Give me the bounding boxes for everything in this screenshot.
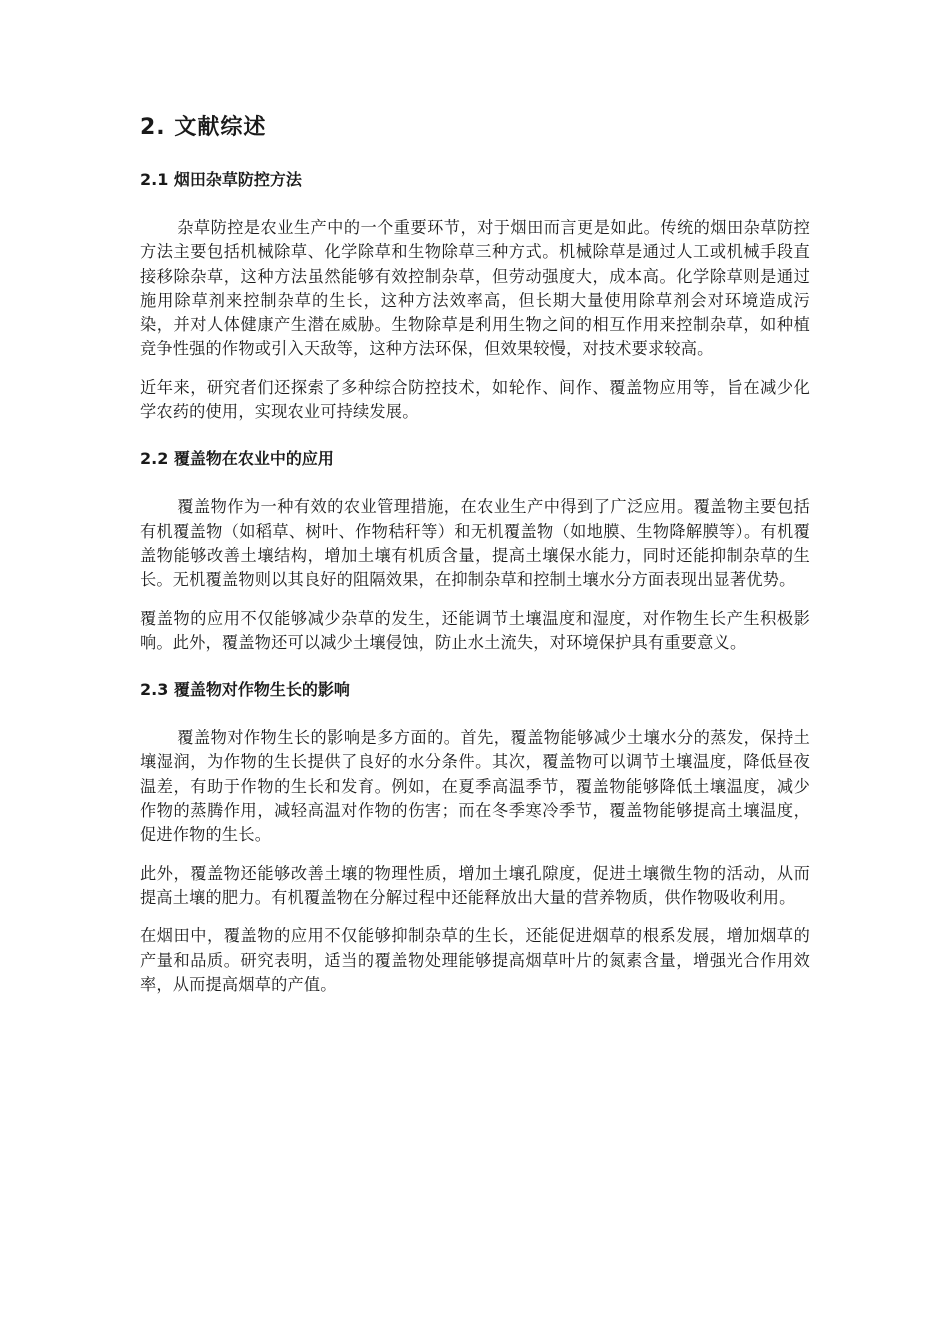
paragraph: 近年来，研究者们还探索了多种综合防控技术，如轮作、间作、覆盖物应用等，旨在减少化学农药的使用，实现农业可持续发展。	[140, 377, 810, 422]
chapter-title: 2. 文献综述	[140, 115, 267, 140]
paragraph: 覆盖物的应用不仅能够减少杂草的发生，还能调节土壤温度和湿度，对作物生长产生积极影响。此外，覆盖物还可以减少土壤侵蚀，防止水土流失，对环境保护具有重要意义。	[140, 608, 810, 652]
section-heading: 2.3 覆盖物对作物生长的影响	[140, 680, 350, 700]
section-heading: 2.2 覆盖物在农业中的应用	[140, 449, 334, 469]
section-heading: 2.1 烟田杂草防控方法	[140, 170, 302, 189]
section-2-3	[140, 677, 810, 997]
paragraph: 覆盖物作为一种有效的农业管理措施，在农业生产中得到了广泛应用。覆盖物主要包括有机覆盖物（如稻草、树叶、作物秸秆等）和无机覆盖物（如地膜、生物降解膜等）。有机覆盖物能够改善土壤结构，增加土壤有机质含量，提高土壤保水能力，同时还能抑制杂草的生长。无机覆盖物则以其良好的阻隔效果，在抑制杂草和控制土壤水分方面表现出显著优势。	[140, 497, 810, 590]
paragraph: 此外，覆盖物还能够改善土壤的物理性质，增加土壤孔隙度，促进土壤微生物的活动，从而提高土壤的肥力。有机覆盖物在分解过程中还能释放出大量的营养物质，供作物吸收利用。	[140, 863, 810, 907]
paragraph: 杂草防控是农业生产中的一个重要环节，对于烟田而言更是如此。传统的烟田杂草防控方法主要包括机械除草、化学除草和生物除草三种方式。机械除草是通过人工或机械手段直接移除杂草，这种方法虽然能够有效控制杂草，但劳动强度大，成本高。化学除草则是通过施用除草剂来控制杂草的生长，这种方法效率高，但长期大量使用除草剂会对环境造成污染，并对人体健康产生潜在威胁。生物除草是利用生物之间的相互作用来控制杂草，如种植竞争性强的作物或引入天敌等，这种方法环保，但效果较慢，对技术要求较高。	[140, 218, 810, 359]
section-2-2	[140, 446, 810, 655]
paragraph: 在烟田中，覆盖物的应用不仅能够抑制杂草的生长，还能促进烟草的根系发展，增加烟草的产量和品质。研究表明，适当的覆盖物处理能够提高烟草叶片的氮素含量，增强光合作用效率，从而提高烟草的产值。	[140, 926, 810, 994]
paragraph: 覆盖物对作物生长的影响是多方面的。首先，覆盖物能够减少土壤水分的蒸发，保持土壤湿润，为作物的生长提供了良好的水分条件。其次，覆盖物可以调节土壤温度，降低昼夜温差，有助于作物的生长和发育。例如，在夏季高温季节，覆盖物能够降低土壤温度，减少作物的蒸腾作用，减轻高温对作物的伤害；而在冬季寒冷季节，覆盖物能够提高土壤温度，促进作物的生长。	[140, 728, 810, 845]
section-2-1	[140, 167, 810, 424]
